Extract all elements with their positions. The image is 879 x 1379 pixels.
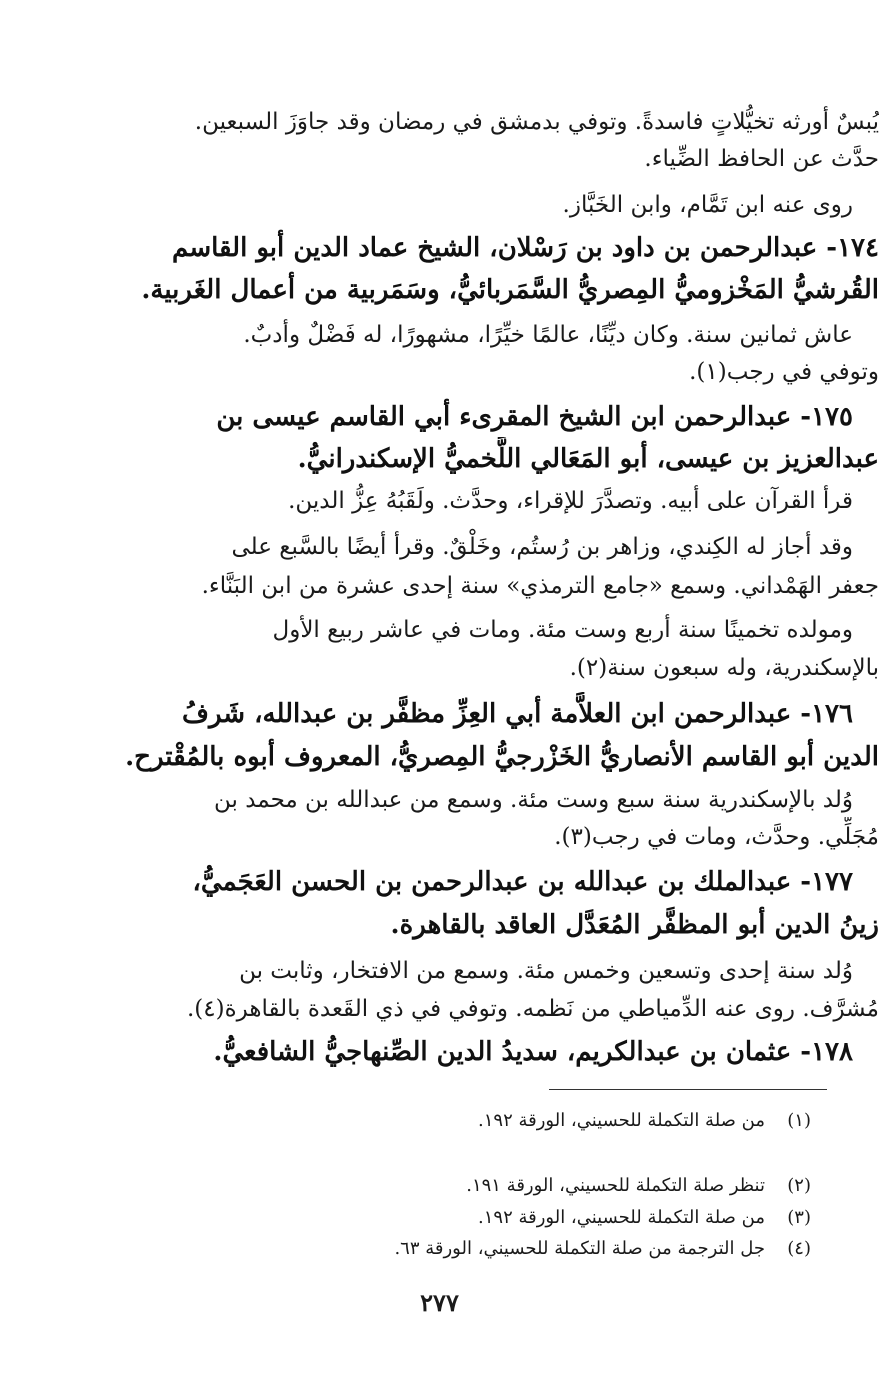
text-line: مُشرَّف. روى عنه الدِّمياطي من نَظمه. وتوفي في ذي القَعدة بالقاهرة(٤). xyxy=(186,996,879,1022)
footnote-text: من صلة التكملة للحسيني، الورقة ١٩٢. xyxy=(478,1110,765,1131)
footnote-number: (٣) xyxy=(787,1207,811,1228)
text-line: وقد أجاز له الكِندي، وزاهر بن رُستُم، وخَلْقٌ. وقرأ أيضًا بالسَّبع على xyxy=(231,534,853,560)
footnote xyxy=(46,1236,811,1264)
footnote-text: جل الترجمة من صلة التكملة للحسيني، الورقة ٦٣. xyxy=(394,1238,765,1259)
text-line: جعفر الهَمْداني. وسمع «جامع الترمذي» سنة إحدى عشرة من ابن البَنَّاء. xyxy=(201,573,879,599)
text-line: بالإسكندرية، وله سبعون سنة(٢). xyxy=(569,655,879,681)
entry-heading-line: الدين أبو القاسم الأنصاريُّ الخَزْرجيُّ المِصريُّ، المعروف أبوه بالمُقْترح. xyxy=(125,742,879,772)
entry-heading-line: زينُ الدين أبو المظفَّر المُعَدَّل العاقد بالقاهرة. xyxy=(390,910,879,940)
text-line: وُلد بالإسكندرية سنة سبع وست مئة. وسمع من عبدالله بن محمد بن xyxy=(213,787,853,813)
text-line: حدَّث عن الحافظ الضِّياء. xyxy=(644,146,879,172)
footnote-number: (٤) xyxy=(787,1238,811,1259)
footnote xyxy=(46,1108,811,1136)
footnote-number: (٢) xyxy=(787,1175,811,1196)
footnote-text: من صلة التكملة للحسيني، الورقة ١٩٢. xyxy=(478,1207,765,1228)
entry-heading-line: ١٧٧- عبدالملك بن عبدالله بن عبدالرحمن بن الحسن العَجَميُّ، xyxy=(192,867,853,897)
text-line: يُبسٌ أورثه تخيُّلاتٍ فاسدةً. وتوفي بدمشق في رمضان وقد جاوَزَ السبعين. xyxy=(194,109,879,135)
page-number: ٢٧٧ xyxy=(420,1288,459,1317)
footnote-number: (١) xyxy=(787,1110,811,1131)
text-line: وُلد سنة إحدى وتسعين وخمس مئة. وسمع من الافتخار، وثابت بن xyxy=(239,958,853,984)
entry-heading-line: القُرشيُّ المَخْزوميُّ المِصريُّ السَّمَربائيُّ، وسَمَربية من أعمال الغَربية. xyxy=(141,275,879,305)
entry-heading-line: ١٧٤- عبدالرحمن بن داود بن رَسْلان، الشيخ عماد الدين أبو القاسم xyxy=(172,233,879,263)
text-line: وتوفي في رجب(١). xyxy=(689,359,879,385)
footnote-text: تنظر صلة التكملة للحسيني، الورقة ١٩١. xyxy=(466,1175,765,1196)
text-line: مُجَلِّي. وحدَّث، ومات في رجب(٣). xyxy=(554,824,879,850)
footnote xyxy=(46,1205,811,1233)
text-line: قرأ القرآن على أبيه. وتصدَّرَ للإقراء، وحدَّث. ولَقَبُهُ عِزُّ الدين. xyxy=(288,488,853,514)
footnote-separator xyxy=(549,1089,827,1090)
footnote xyxy=(46,1173,811,1201)
entry-heading-line: عبدالعزيز بن عيسى، أبو المَعَالي اللَّخميُّ الإسكندرانيُّ. xyxy=(297,444,879,474)
entry-heading-line: ١٧٨- عثمان بن عبدالكريم، سديدُ الدين الصِّنهاجيُّ الشافعيُّ. xyxy=(213,1037,853,1067)
entry-heading-line: ١٧٦- عبدالرحمن ابن العلاَّمة أبي العِزِّ مظفَّر بن عبدالله، شَرفُ xyxy=(182,699,853,729)
text-line: روى عنه ابن تَمَّام، وابن الخَبَّاز. xyxy=(562,192,853,218)
entry-heading-line: ١٧٥- عبدالرحمن ابن الشيخ المقرىء أبي القاسم عيسى بن xyxy=(216,402,853,432)
text-line: ومولده تخمينًا سنة أربع وست مئة. ومات في عاشر ربيع الأول xyxy=(272,617,853,643)
text-line: عاش ثمانين سنة. وكان ديِّنًا، عالمًا خيِّرًا، مشهورًا، له فَضْلٌ وأدبٌ. xyxy=(243,322,853,348)
